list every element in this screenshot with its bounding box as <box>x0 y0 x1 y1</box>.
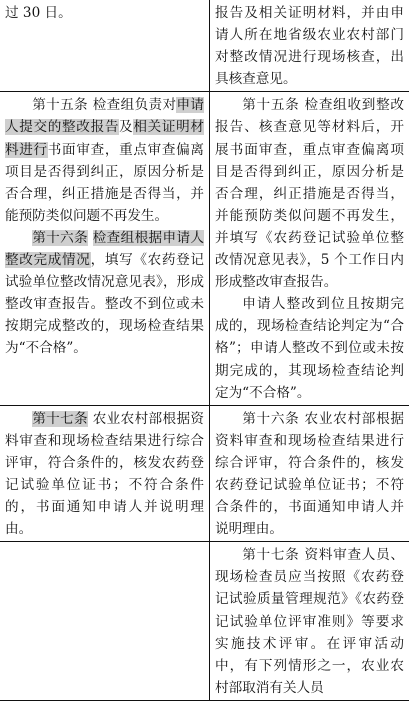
text-segment: 农业农村部根据资料审查和现场检查结果进行综合评审，符合条件的，核发农药登记试验单位证书；不符合条件的，书面通知申请人并说明理由。 <box>5 411 204 537</box>
paragraph <box>215 2 404 90</box>
table-row <box>0 542 409 701</box>
paragraph <box>215 94 404 293</box>
left-column-cell <box>0 92 210 405</box>
text-segment: ，填写《农药登记试验单位整改情况意见表》，形成整改审查报告。整改不到位或未按期完成整改的，现场检查结果为“不合格”。 <box>5 252 204 356</box>
right-column-cell <box>210 405 409 542</box>
paragraph <box>215 408 404 541</box>
text-segment: 过 30 日。 <box>5 5 72 21</box>
left-column-cell <box>0 0 210 92</box>
text-segment: 第十七条 资料审查人员、现场检查员应当按照《农药登记试验质量管理规范》《农药登记试验单位评审准则》等要求实施技术评审。在评审活动中，有下列情形之一，农业农村部取消有关人员 <box>215 547 404 696</box>
highlighted-text: 申请人提交的整改报告 <box>5 97 204 135</box>
table-row <box>0 0 409 92</box>
highlighted-text: 第十七条 <box>32 411 88 427</box>
text-segment: 及 <box>119 119 133 135</box>
table-row <box>0 92 409 405</box>
highlighted-text: 相关证明材料进行 <box>5 119 204 157</box>
text-segment <box>88 230 93 246</box>
text-segment: 报告及相关证明材料，并由申请人所在地省级农业农村部门对整改情况进行现场核查，出具核查意见。 <box>215 5 404 87</box>
right-column-cell <box>210 92 409 405</box>
paragraph <box>215 293 404 403</box>
highlighted-text: 第十六条 <box>32 230 88 246</box>
left-column-cell <box>0 542 210 701</box>
right-column-cell <box>210 0 409 92</box>
table-row <box>0 405 409 542</box>
text-segment: 申请人整改到位且按期完成的，现场检查结论判定为“合格”；申请人整改不到位或未按期完成的，其现场检查结论判定为“不合格”。 <box>215 296 404 400</box>
left-column-cell <box>0 405 210 542</box>
paragraph <box>5 2 204 24</box>
paragraph <box>5 227 204 360</box>
paragraph <box>5 408 204 541</box>
right-column-cell <box>210 542 409 701</box>
paragraph <box>215 544 404 699</box>
text-segment: 第十五条 检查组收到整改报告、核查意见等材料后，开展书面审查，重点审查偏离项目是否得到纠正，原因分析是否合理，纠正措施是否得当，并能预防类似问题不再发生，并填写《农药登记试验单位整改情况意见表》，5 个工作日内形成整改审查报告。 <box>215 97 404 290</box>
highlighted-text: 检查组根据申请人整改完成情况 <box>5 230 204 268</box>
text-segment: 第十五条 检查组负责对 <box>32 97 176 113</box>
text-segment: 第十六条 农业农村部根据资料审查和现场检查结果进行综合评审，符合条件的，核发农药登记试验单位证书；不符合条件的，书面通知申请人并说明理由。 <box>215 411 404 537</box>
text-segment: 书面审查，重点审查偏离项目是否得到纠正，原因分析是否合理，纠正措施是否得当，并能预防类似问题不再发生。 <box>5 142 204 224</box>
paragraph <box>5 94 204 227</box>
